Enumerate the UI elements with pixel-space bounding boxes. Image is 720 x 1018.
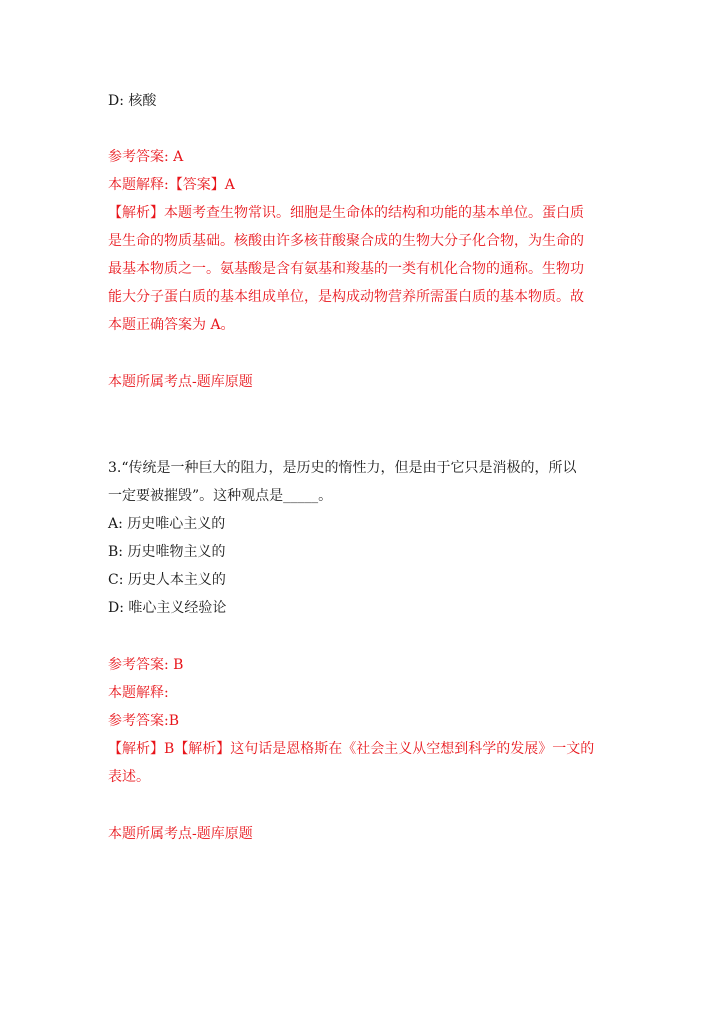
q2-answer: 参考答案: A xyxy=(108,149,184,165)
q3-analysis-line-2: 表述。 xyxy=(108,769,150,785)
q3-explanation-label: 本题解释: xyxy=(108,685,169,701)
q3-option-c: C: 历史人本主义的 xyxy=(108,572,226,588)
q2-option-d: D: 核酸 xyxy=(108,93,157,109)
q2-analysis-line-3: 最基本物质之一。氨基酸是含有氨基和羧基的一类有机化合物的通称。生物功 xyxy=(108,261,584,277)
q3-answer-repeat: 参考答案:B xyxy=(108,713,180,729)
q3-source: 本题所属考点-题库原题 xyxy=(108,826,253,842)
q3-question-line-1: 3.“传统是一种巨大的阻力，是历史的惰性力，但是由于它只是消极的，所以 xyxy=(108,460,577,476)
q2-analysis-line-4: 能大分子蛋白质的基本组成单位，是构成动物营养所需蛋白质的基本物质。故 xyxy=(108,289,584,305)
q2-analysis-line-1: 【解析】本题考查生物常识。细胞是生命体的结构和功能的基本单位。蛋白质 xyxy=(108,205,584,221)
q2-analysis-line-2: 是生命的物质基础。核酸由许多核苷酸聚合成的生物大分子化合物，为生命的 xyxy=(108,233,584,249)
q3-analysis-line-1: 【解析】B【解析】这句话是恩格斯在《社会主义从空想到科学的发展》一文的 xyxy=(108,741,595,757)
q3-answer: 参考答案: B xyxy=(108,657,184,673)
q2-source: 本题所属考点-题库原题 xyxy=(108,374,253,390)
q2-analysis-line-5: 本题正确答案为 A。 xyxy=(108,317,235,333)
q3-question-line-2: 一定要被摧毁”。这种观点是_____。 xyxy=(108,488,333,504)
q2-explanation-label: 本题解释:【答案】A xyxy=(108,177,235,193)
q3-option-a: A: 历史唯心主义的 xyxy=(108,516,226,532)
q3-option-b: B: 历史唯物主义的 xyxy=(108,544,226,560)
q3-option-d: D: 唯心主义经验论 xyxy=(108,600,227,616)
